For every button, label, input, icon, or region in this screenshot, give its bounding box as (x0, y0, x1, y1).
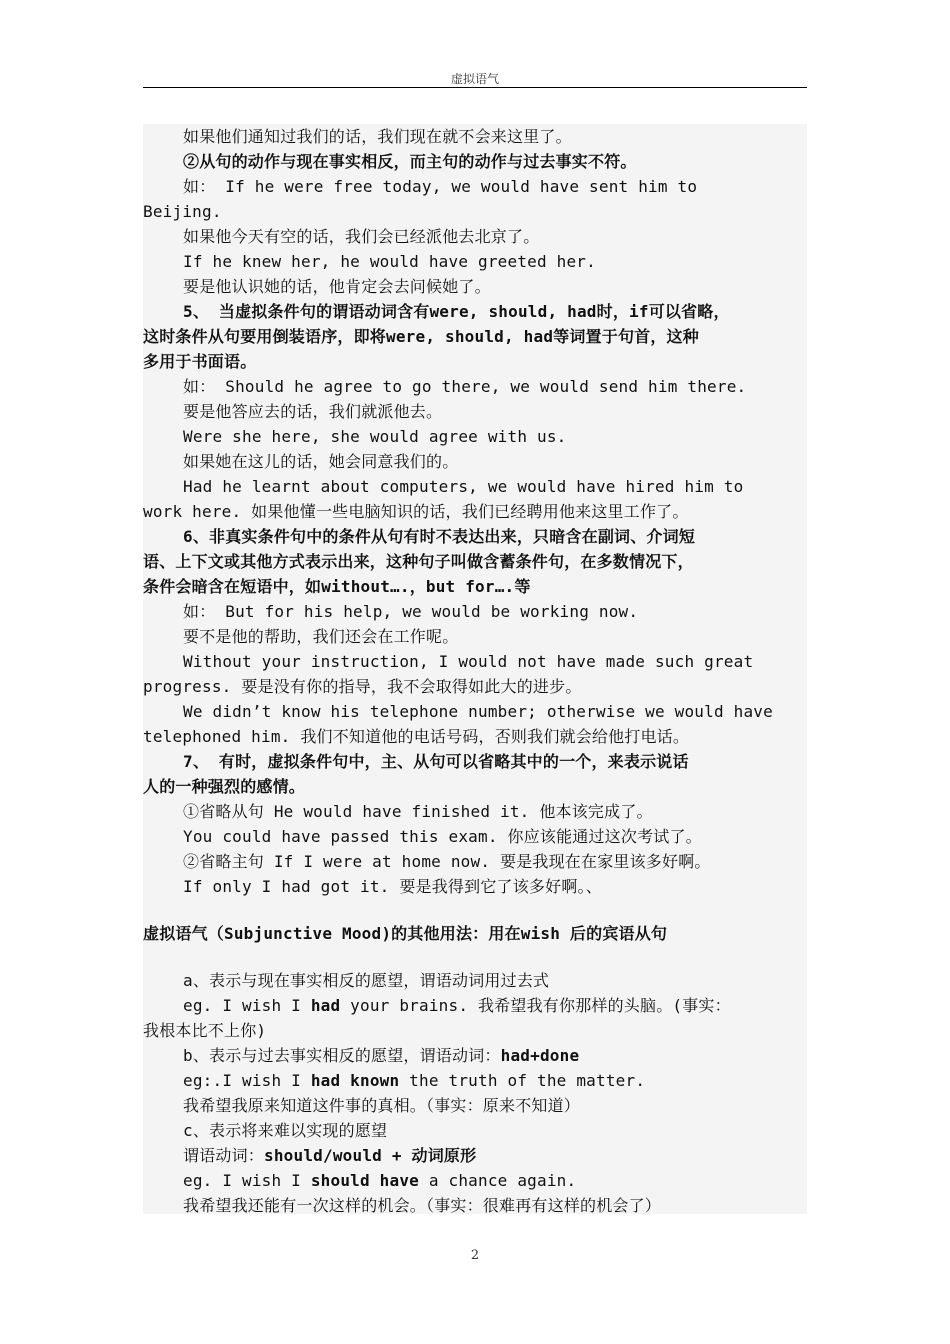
section-heading-6-cont: 条件会暗含在短语中，如without….，but for….等 (143, 577, 531, 596)
text-line: c、表示将来难以实现的愿望 (183, 1121, 388, 1140)
text-line: ①省略从句 He would have finished it. 他本该完成了。 (183, 802, 653, 821)
example-line (183, 993, 807, 1018)
page-header-title: 虚拟语气 (450, 72, 499, 86)
text-line: 要是他认识她的话，他肯定会去问候她了。 (183, 277, 491, 296)
section-heading-5-cont: 多用于书面语。 (143, 352, 257, 371)
text-line: 要不是他的帮助，我们还会在工作呢。 (183, 627, 459, 646)
example-prefix: eg. I wish I (183, 996, 311, 1015)
section-heading-7: 7、 有时，虚拟条件句中，主、从句可以省略其中的一个，来表示说话 (183, 752, 689, 771)
verb-highlight: had (310, 996, 341, 1015)
text-line: Were she here, she would agree with us. (183, 427, 567, 446)
text-line: If only I had got it. 要是我得到它了该多好啊。、 (183, 877, 602, 896)
verb-form-highlight: should/would + 动词原形 (264, 1146, 477, 1165)
section-heading-7-cont: 人的一种强烈的感情。 (143, 777, 306, 796)
example-suffix: your brains. 我希望我有你那样的头脑。(事实： (340, 996, 731, 1015)
text-line: You could have passed this exam. 你应该能通过这次考试了。 (183, 827, 702, 846)
text-line: Beijing. (143, 202, 222, 221)
verb-highlight: should have (310, 1171, 419, 1190)
text-line: 我希望我还能有一次这样的机会。（事实：很难再有这样的机会了） (183, 1196, 662, 1215)
text-line: progress. 要是没有你的指导，我不会取得如此大的进步。 (143, 677, 582, 696)
section-subheading: ②从句的动作与现在事实相反，而主句的动作与过去事实不符。 (183, 152, 637, 171)
example-prefix: eg. I wish I (183, 1171, 311, 1190)
rule-prefix: 谓语动词： (183, 1146, 265, 1165)
text-line: 如： If he were free today, we would have sent him to (183, 177, 698, 196)
example-line (183, 1168, 807, 1193)
text-line: a、表示与现在事实相反的愿望，谓语动词用过去式 (183, 971, 550, 990)
text-line: Without your instruction, I would not have made such great (183, 652, 754, 671)
text-line: 如： Should he agree to go there, we would send him there. (183, 377, 747, 396)
example-line (183, 1068, 807, 1093)
text-line: work here. 如果他懂一些电脑知识的话，我们已经聘用他来这里工作了。 (143, 502, 689, 521)
rule-prefix: b、表示与过去事实相反的愿望，谓语动词： (183, 1046, 501, 1065)
page-number: 2 (470, 1248, 480, 1263)
text-line: 如果他今天有空的话，我们会已经派他去北京了。 (183, 227, 540, 246)
text-line: 如果她在这儿的话，她会同意我们的。 (183, 452, 459, 471)
example-suffix: a chance again. (419, 1171, 577, 1190)
subjunctive-wish-heading: 虚拟语气（Subjunctive Mood)的其他用法：用在wish 后的宾语从句 (143, 924, 668, 943)
text-line: 如果他们通知过我们的话，我们现在就不会来这里了。 (183, 127, 572, 146)
text-line: 我根本比不上你) (143, 1021, 267, 1040)
verb-form-highlight: had+done (500, 1046, 580, 1065)
header-divider (143, 87, 807, 88)
text-line: 要是他答应去的话，我们就派他去。 (183, 402, 443, 421)
text-line: If he knew her, he would have greeted her. (183, 252, 596, 271)
verb-highlight: had known (310, 1071, 400, 1090)
section-heading-5: 5、 当虚拟条件句的谓语动词含有were, should, had时，if可以省略， (183, 302, 730, 321)
document-body (143, 124, 807, 1214)
text-line: 如： But for his help, we would be working now. (183, 602, 639, 621)
section-heading-5-cont: 这时条件从句要用倒装语序，即将were, should, had等词置于句首，这种 (143, 327, 699, 346)
text-line: Had he learnt about computers, we would have hired him to (183, 477, 744, 496)
text-line: telephoned him. 我们不知道他的电话号码，否则我们就会给他打电话。 (143, 727, 690, 746)
example-suffix: the truth of the matter. (399, 1071, 646, 1090)
text-line: 我希望我原来知道这件事的真相。（事实：原来不知道） (183, 1096, 581, 1115)
text-line: We didn’t know his telephone number; otherwise we would have (183, 702, 773, 721)
section-heading-6: 6、非真实条件句中的条件从句有时不表达出来，只暗含在副词、介词短 (183, 527, 696, 546)
text-line: ②省略主句 If I were at home now. 要是我现在在家里该多好啊。 (183, 852, 711, 871)
rule-line (183, 1043, 807, 1068)
rule-line (183, 1143, 807, 1168)
section-heading-6-cont: 语、上下文或其他方式表示出来，这种句子叫做含蓄条件句，在多数情况下， (143, 552, 694, 571)
example-prefix: eg:.I wish I (183, 1071, 311, 1090)
